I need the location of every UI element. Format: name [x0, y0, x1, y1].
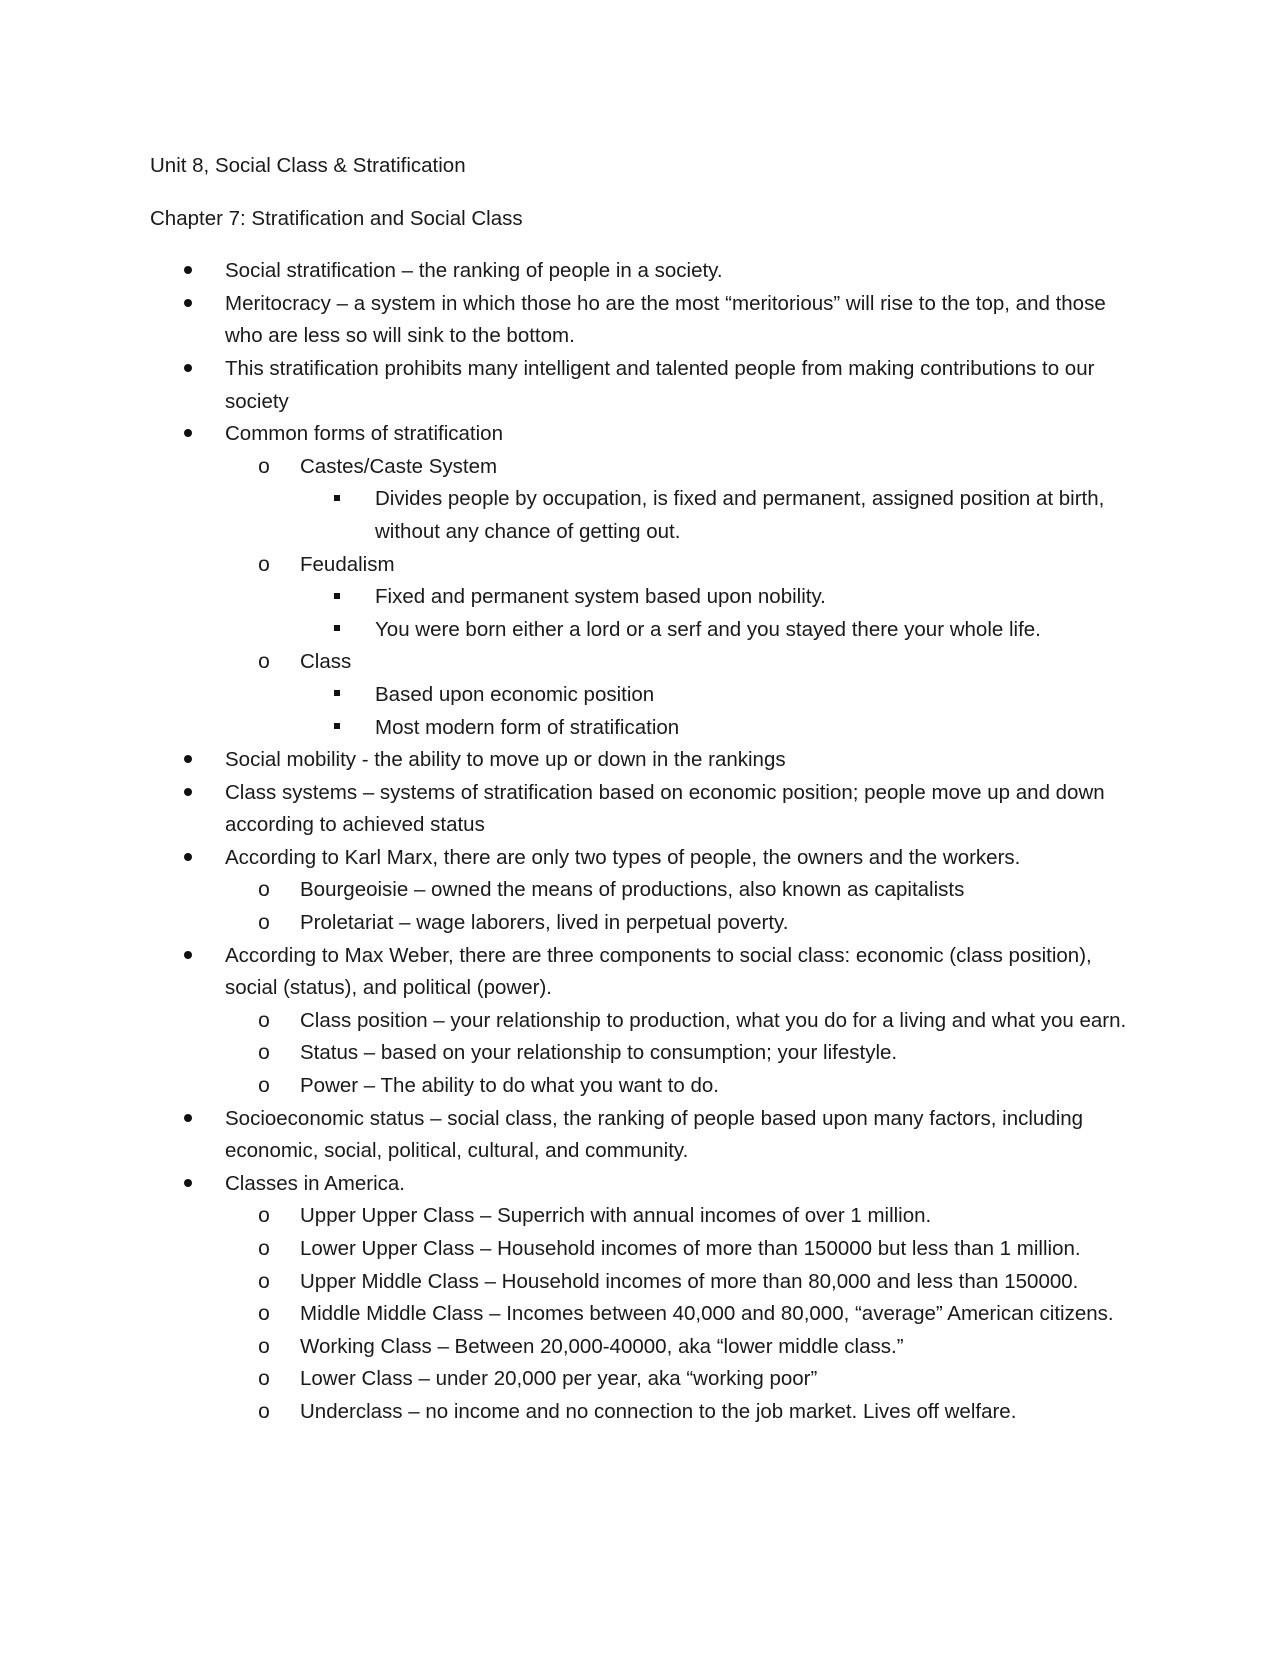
- bullet-marker: [180, 842, 196, 875]
- sub-sub-list-item-text: Most modern form of stratification: [375, 715, 680, 739]
- sub-list: [225, 451, 1130, 744]
- bullet-dot-icon: [184, 853, 192, 861]
- bullet-marker: [180, 255, 196, 288]
- bullet-marker: [180, 353, 196, 386]
- sub-list-item-text: Middle Middle Class – Incomes between 40,000 and 80,000, “average” American citizens.: [300, 1302, 1114, 1326]
- sub-list-item: [225, 1005, 1130, 1038]
- list-item-text: Socioeconomic status – social class, the ranking of people based upon many factors, including economic, social, political, cultural, and community.: [225, 1106, 1084, 1163]
- circle-marker-icon: o: [258, 1399, 270, 1423]
- list-item-text: According to Karl Marx, there are only two types of people, the owners and the workers.: [225, 845, 1021, 869]
- square-bullet-icon: [334, 690, 340, 696]
- sub-list-item-text: Class position – your relationship to production, what you do for a living and what you earn.: [300, 1008, 1127, 1032]
- sub-list-item: [225, 907, 1130, 940]
- sub-sub-list: [300, 483, 1130, 548]
- sub-list-item: [225, 1331, 1130, 1364]
- circle-marker-icon: o: [258, 1367, 270, 1391]
- circle-marker-icon: o: [258, 1334, 270, 1358]
- square-bullet-icon: [334, 495, 340, 501]
- sub-list-item-text: Proletariat – wage laborers, lived in perpetual poverty.: [300, 911, 789, 935]
- sub-sub-list-item: [300, 614, 1130, 647]
- circle-marker-icon: o: [258, 454, 270, 478]
- list-item-text: Common forms of stratification: [225, 422, 503, 446]
- sub-list-item-text: Status – based on your relationship to consumption; your lifestyle.: [300, 1041, 898, 1065]
- sub-list-item-text: Lower Upper Class – Household incomes of more than 150000 but less than 1 million.: [300, 1237, 1081, 1260]
- sub-list-item: [225, 646, 1130, 744]
- sub-list-item: [225, 874, 1130, 907]
- square-marker: [331, 581, 343, 614]
- circle-marker-icon: o: [258, 552, 270, 576]
- sub-list-item: [225, 1363, 1130, 1396]
- sub-sub-list-item: [300, 712, 1130, 745]
- bullet-marker: [180, 940, 196, 973]
- list-item: [150, 255, 1130, 288]
- bullet-marker: [180, 777, 196, 810]
- list-item: [150, 842, 1130, 940]
- sub-list-item: [225, 1233, 1130, 1266]
- sub-list-item-text: Upper Upper Class – Superrich with annual incomes of over 1 million.: [300, 1204, 932, 1228]
- sub-list-item: [225, 549, 1130, 647]
- bullet-dot-icon: [184, 364, 192, 372]
- bullet-marker: [180, 1168, 196, 1201]
- sub-sub-list-item-text: Based upon economic position: [375, 682, 655, 706]
- list-item-text: Social stratification – the ranking of people in a society.: [225, 259, 723, 283]
- sub-list-item: [225, 1200, 1130, 1233]
- circle-marker-icon: o: [258, 1204, 270, 1228]
- sub-list-item-text: Underclass – no income and no connection to the job market. Lives off welfare.: [300, 1399, 1017, 1423]
- square-marker: [331, 712, 343, 745]
- sub-list: [225, 1200, 1130, 1428]
- circle-marker-icon: o: [258, 650, 270, 674]
- bullet-dot-icon: [184, 788, 192, 796]
- square-bullet-icon: [334, 593, 340, 599]
- square-marker: [331, 614, 343, 647]
- sub-list-item: [225, 1396, 1130, 1429]
- bullet-dot-icon: [184, 299, 192, 307]
- sub-sub-list-item: [300, 483, 1130, 548]
- bullet-marker: [180, 744, 196, 777]
- circle-marker-icon: o: [258, 1302, 270, 1326]
- list-item-text: Social mobility - the ability to move up or down in the rankings: [225, 748, 786, 772]
- sub-list-item: [225, 1070, 1130, 1103]
- chapter-title: Chapter 7: Stratification and Social Class: [150, 206, 523, 230]
- circle-marker-icon: o: [258, 1041, 270, 1065]
- sub-sub-list-item-text: You were born either a lord or a serf and you stayed there your whole life.: [375, 617, 1041, 641]
- sub-list-item: [225, 1298, 1130, 1331]
- sub-sub-list-item-text: Fixed and permanent system based upon nobility.: [375, 585, 826, 609]
- square-bullet-icon: [334, 723, 340, 729]
- sub-list-item-text: Feudalism: [300, 552, 395, 576]
- sub-list-item-text: Power – The ability to do what you want to do.: [300, 1074, 719, 1098]
- square-marker: [331, 483, 343, 516]
- sub-list: [225, 874, 1130, 939]
- bullet-dot-icon: [184, 755, 192, 763]
- sub-sub-list-item: [300, 581, 1130, 614]
- circle-marker-icon: o: [258, 1074, 270, 1098]
- circle-marker-icon: o: [258, 1237, 270, 1260]
- list-item: [150, 777, 1130, 842]
- circle-marker-icon: o: [258, 878, 270, 902]
- sub-list-item-text: Castes/Caste System: [300, 454, 498, 478]
- bullet-dot-icon: [184, 1114, 192, 1122]
- bullet-marker: [180, 418, 196, 451]
- sub-list-item-text: Working Class – Between 20,000-40000, aka “lower middle class.”: [300, 1334, 904, 1358]
- bullet-dot-icon: [184, 266, 192, 274]
- bullet-list: [150, 255, 1130, 1428]
- list-item: [150, 744, 1130, 777]
- sub-list-item-text: Bourgeoisie – owned the means of productions, also known as capitalists: [300, 878, 965, 902]
- circle-marker-icon: o: [258, 911, 270, 935]
- list-item-text: This stratification prohibits many intelligent and talented people from making contributions to our society: [225, 356, 1095, 413]
- bullet-dot-icon: [184, 951, 192, 959]
- list-item-text: According to Max Weber, there are three components to social class: economic (class position), social (status), and political (power).: [225, 943, 1092, 1000]
- sub-sub-list-item: [300, 679, 1130, 712]
- sub-list-item: [225, 451, 1130, 549]
- bullet-marker: [180, 1103, 196, 1136]
- list-item: [150, 1168, 1130, 1429]
- list-item: [150, 940, 1130, 1103]
- list-item-text: Meritocracy – a system in which those ho are the most “meritorious” will rise to the top, and those who are less so will sink to the bottom.: [225, 291, 1106, 348]
- bullet-dot-icon: [184, 429, 192, 437]
- sub-list: [225, 1005, 1130, 1103]
- bullet-marker: [180, 288, 196, 321]
- sub-list-item-text: Upper Middle Class – Household incomes of more than 80,000 and less than 150000.: [300, 1269, 1079, 1293]
- square-bullet-icon: [334, 625, 340, 631]
- list-item: [150, 288, 1130, 353]
- sub-list-item: [225, 1266, 1130, 1299]
- list-item-text: Class systems – systems of stratification based on economic position; people move up and down according to achieved status: [225, 780, 1105, 837]
- sub-list-item: [225, 1037, 1130, 1070]
- unit-title: Unit 8, Social Class & Stratification: [150, 154, 466, 177]
- sub-sub-list: [300, 679, 1130, 744]
- sub-sub-list-item-text: Divides people by occupation, is fixed and permanent, assigned position at birth, without any chance of getting out.: [375, 487, 1105, 543]
- bullet-dot-icon: [184, 1179, 192, 1187]
- square-marker: [331, 679, 343, 712]
- circle-marker-icon: o: [258, 1008, 270, 1032]
- list-item: [150, 418, 1130, 744]
- circle-marker-icon: o: [258, 1269, 270, 1293]
- list-item: [150, 1103, 1130, 1168]
- list-item: [150, 353, 1130, 418]
- sub-sub-list: [300, 581, 1130, 646]
- list-item-text: Classes in America.: [225, 1171, 406, 1195]
- sub-list-item-text: Class: [300, 650, 352, 674]
- sub-list-item-text: Lower Class – under 20,000 per year, aka “working poor”: [300, 1367, 818, 1391]
- document-content: [150, 150, 1130, 1429]
